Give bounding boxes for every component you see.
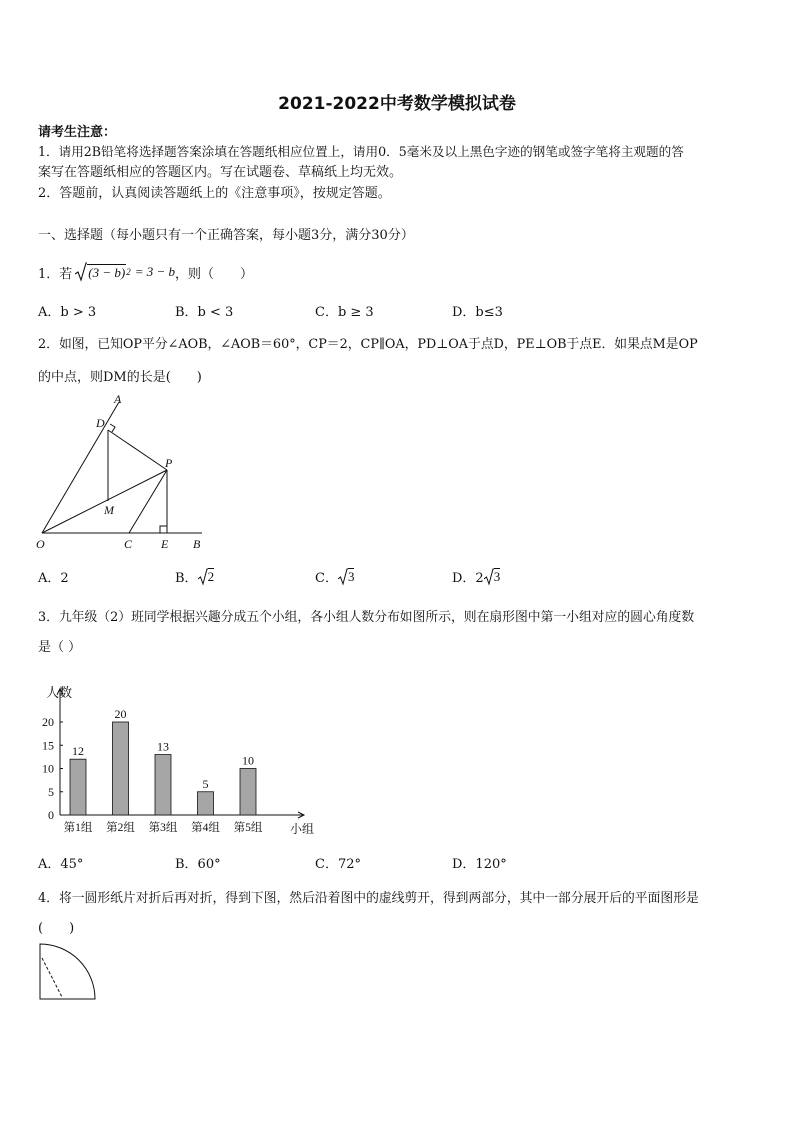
q3-option-b[interactable]: B．60°	[175, 857, 221, 872]
label-o: O	[36, 537, 45, 551]
label-a: A	[114, 392, 122, 406]
label-d: D	[96, 416, 105, 430]
x-category-label: 第5组	[233, 822, 263, 834]
right-angle-e-icon	[160, 526, 167, 533]
x-category-label: 第2组	[106, 822, 135, 834]
bar-2	[113, 722, 129, 815]
q2-option-b[interactable]	[175, 567, 214, 586]
q3-option-a[interactable]: A．45°	[38, 857, 84, 872]
section-heading: 一、选择题（每小题只有一个正确答案，每小题3分，满分30分）	[38, 228, 414, 243]
bar-value-label: 5	[202, 776, 209, 791]
y-tick-label: 10	[42, 761, 54, 776]
label-e: E	[161, 537, 169, 551]
question-3-line-1: 3．九年级（2）班同学根据兴趣分成五个小组，各小组人数分布如图所示，则在扇形图中第一小组对应的圆心角度数	[38, 610, 695, 625]
q1-option-d[interactable]: D．b≤3	[452, 305, 503, 320]
geometry-figure	[30, 390, 215, 555]
radicand: (3 − b)	[88, 264, 126, 280]
q2-option-c-prefix: C．	[315, 571, 338, 586]
notice-item-1-line-1: 1．请用2B铅笔将选择题答案涂填在答题纸相应位置上，请用0．5毫米及以上黑色字迹的钢笔或签字笔将主观题的答	[38, 144, 684, 159]
q2-option-d[interactable]	[452, 567, 500, 586]
quarter-circle-shape	[40, 944, 95, 999]
question-1	[38, 262, 253, 282]
question-2-line-2: 的中点，则DM的长是( )	[38, 370, 202, 385]
y-tick-label: 15	[42, 738, 54, 753]
q2-option-d-radicand: 3	[493, 569, 501, 584]
radical-sign-icon	[484, 568, 494, 586]
bar-chart	[30, 660, 330, 840]
question-2-line-1: 2．如图，已知OP平分∠AOB，∠AOB＝60°，CP＝2，CP∥OA，PD⊥OA于点D，PE⊥OB于点E．如果点M是OP	[38, 337, 698, 352]
label-p: P	[165, 456, 173, 470]
bar-4	[198, 792, 214, 815]
question-1-rhs: = 3 − b	[134, 264, 176, 279]
segment-pd	[108, 430, 167, 470]
radical-expression	[75, 262, 130, 282]
right-angle-d-icon	[110, 424, 115, 432]
notice-heading: 请考生注意：	[38, 125, 117, 140]
y-tick-label: 5	[48, 784, 54, 799]
y-tick-label: 20	[42, 715, 54, 729]
question-4-line-2: ( )	[38, 921, 75, 936]
x-axis-label: 小组	[290, 822, 315, 836]
x-category-label: 第1组	[63, 822, 93, 834]
notice-item-1-line-2: 案写在答题纸相应的答题区内。写在试题卷、草稿纸上均无效。	[38, 165, 403, 180]
q2-option-b-radicand: 2	[207, 569, 215, 584]
question-3-line-2: 是（ ）	[38, 640, 82, 655]
q1-option-c[interactable]: C．b ≥ 3	[315, 305, 374, 320]
radical-sign-icon	[198, 568, 208, 586]
q3-option-d[interactable]: D．120°	[452, 857, 507, 872]
q2-option-a[interactable]: A．2	[38, 571, 69, 586]
bar-value-label: 12	[72, 744, 84, 759]
question-1-suffix: ，则（ ）	[175, 266, 254, 282]
bar-5	[240, 769, 256, 816]
label-c: C	[124, 537, 133, 551]
bar-3	[155, 755, 171, 815]
y-axis-label: 人数	[46, 684, 73, 700]
label-b: B	[193, 537, 201, 551]
radical-sign-icon	[75, 262, 87, 282]
radical-sign-icon	[338, 568, 348, 586]
q2-option-b-prefix: B．	[175, 571, 198, 586]
folded-paper-figure	[36, 940, 100, 1004]
bar-value-label: 10	[242, 753, 254, 768]
question-4-line-1: 4．将一圆形纸片对折后再对折，得到下图，然后沿着图中的虚线剪开，得到两部分，其中一部分展开后的平面图形是	[38, 891, 699, 906]
exponent: 2	[126, 267, 131, 277]
q2-option-c[interactable]	[315, 567, 354, 586]
bar-value-label: 20	[114, 707, 127, 721]
q2-option-c-radicand: 3	[347, 569, 355, 584]
page-title: 2021-2022中考数学模拟试卷	[278, 94, 516, 114]
bar-1	[70, 759, 86, 815]
x-category-label: 第3组	[148, 822, 178, 834]
dashed-cut-line	[42, 958, 62, 997]
question-1-prefix: 1．若	[38, 266, 73, 282]
x-category-label: 第4组	[191, 822, 220, 834]
q3-option-c[interactable]: C．72°	[315, 857, 361, 872]
label-m: M	[104, 503, 114, 517]
q1-option-a[interactable]: A．b > 3	[38, 305, 97, 320]
q1-option-b[interactable]: B．b < 3	[175, 305, 234, 320]
notice-item-2: 2．答题前，认真阅读答题纸上的《注意事项》，按规定答题。	[38, 186, 391, 201]
q2-option-d-prefix: D．2	[452, 571, 484, 586]
bar-value-label: 13	[157, 739, 169, 754]
y-tick-label: 0	[48, 808, 54, 822]
